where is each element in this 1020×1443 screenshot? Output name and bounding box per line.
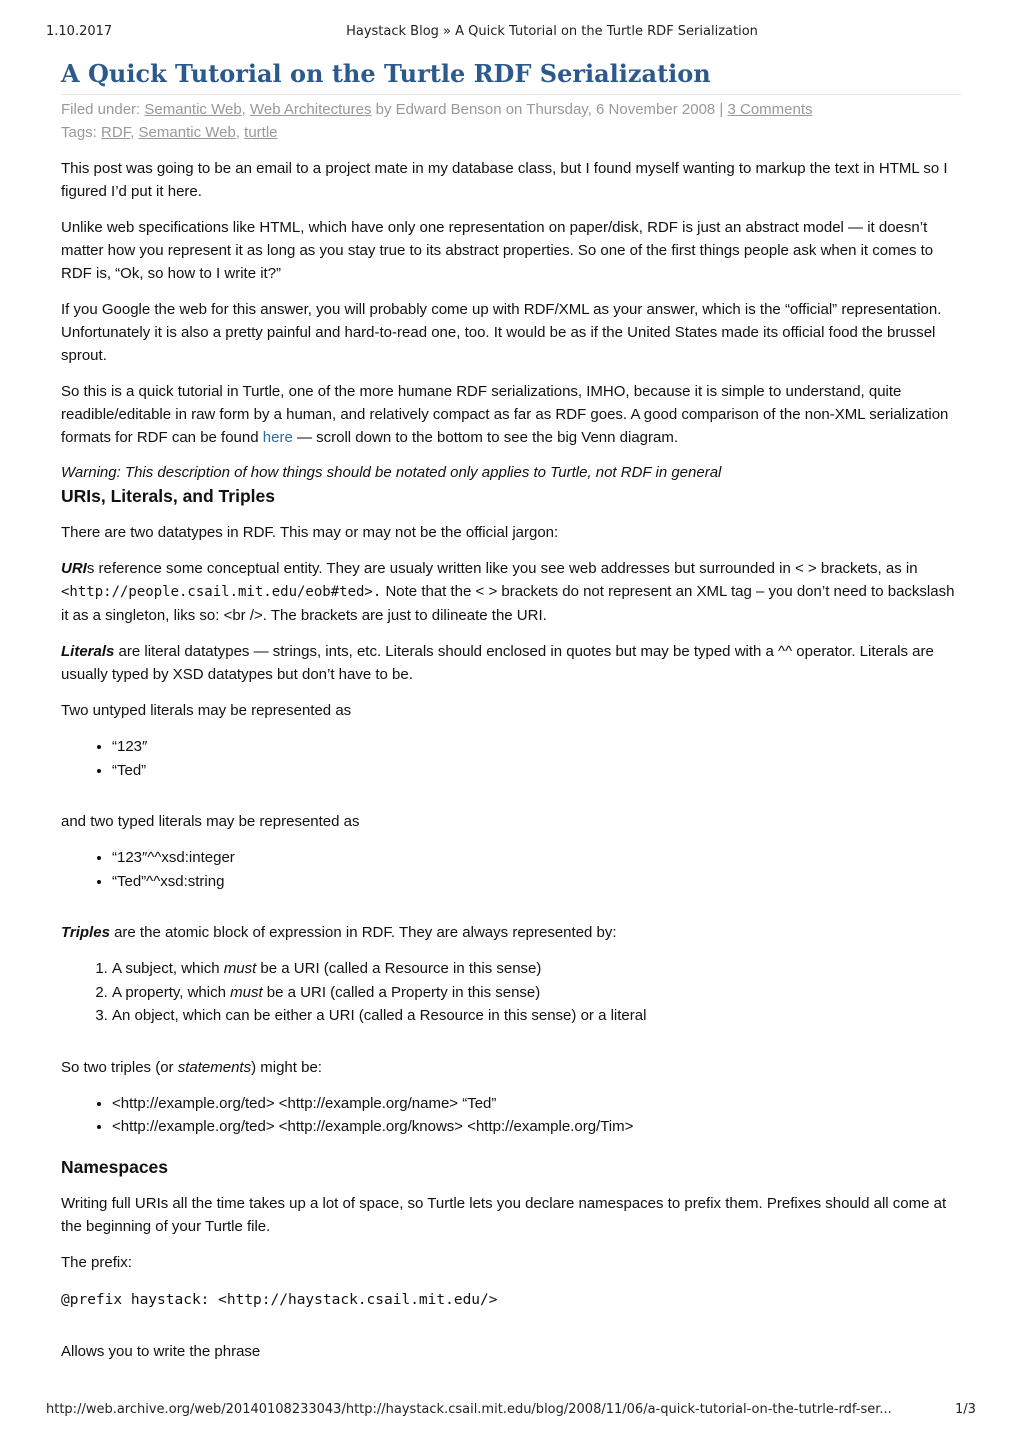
uri-term: URI <box>61 560 87 577</box>
triple-parts-list <box>61 957 961 1028</box>
paragraph: There are two datatypes in RDF. This may or may not be the official jargon: <box>61 524 559 541</box>
example-triples-list <box>61 1092 961 1139</box>
emphasis: statements <box>177 1058 252 1076</box>
uri-definition <box>61 557 961 627</box>
paragraph-text: s reference some conceptual entity. They are usualy written like you see web addresses but surrounded in < > brackets, as in <box>86 560 918 577</box>
list-item-text: be a URI (called a Resource in this sense) <box>256 960 542 977</box>
section-heading-namespaces: Namespaces <box>61 1156 169 1177</box>
paragraph: Allows you to write the phrase <box>61 1342 261 1360</box>
paragraph: Writing full URIs all the time takes up a lot of space, so Turtle lets you declare namespaces to prefix them. Prefixes should all come at the beginning of your Turtle file. <box>61 1194 947 1235</box>
tag-link-semantic-web[interactable]: Semantic Web <box>138 124 236 141</box>
tags-label: Tags: <box>61 124 102 141</box>
emphasis: must <box>230 983 263 1001</box>
paragraph-text: ) might be: <box>251 1058 322 1076</box>
list-item <box>112 981 961 1005</box>
category-link-web-architectures[interactable]: Web Architectures <box>250 101 372 118</box>
paragraph: The prefix: <box>61 1253 132 1271</box>
list-item: • “Ted”^^xsd:string <box>112 870 961 894</box>
paragraph-text: So two triples (or <box>61 1058 178 1076</box>
list-item: • <http://example.org/ted> <http://example.org/name> “Ted” <box>112 1092 961 1116</box>
print-url: http://web.archive.org/web/20140108233043/http://haystack.csail.mit.edu/blog/2008/11/06/a-quick-tutorial-on-the-tutrle-rdf-ser... <box>46 1402 892 1417</box>
untyped-literals-list <box>61 735 961 782</box>
triples-term: Triples <box>61 924 110 941</box>
paragraph: and two typed literals may be represented as <box>61 813 360 830</box>
typed-literals-list <box>61 846 961 893</box>
comparison-link[interactable]: here <box>262 429 293 446</box>
paragraph: If you Google the web for this answer, you will probably come up with RDF/XML as your answer, which is the “official” representation. Unfortunately it is also a pretty painful and hard-to-read one, too. It would be as if the United States made its official food the brussel sprout. <box>61 301 942 364</box>
list-item-text: An object, which can be either a URI (called a Resource in this sense) or a literal <box>112 1007 647 1024</box>
print-footer <box>0 1402 1020 1422</box>
paragraph <box>61 380 961 449</box>
category-link-semantic-web[interactable]: Semantic Web <box>144 101 242 118</box>
tag-link-rdf[interactable]: RDF <box>101 124 131 141</box>
comments-link[interactable]: 3 Comments <box>727 101 813 118</box>
paragraph: Two untyped literals may be represented as <box>61 702 352 719</box>
list-item <box>112 1004 961 1028</box>
filed-label: Filed under: <box>61 101 145 118</box>
prefix-code-block: @prefix haystack: <http://haystack.csail.mit.edu/> <box>61 1291 498 1308</box>
list-item: • “123″^^xsd:integer <box>112 846 961 870</box>
post-content <box>61 58 961 1363</box>
post-meta: Filed under: Semantic Web, Web Architectures by Edward Benson on Thursday, 6 November 2008 | 3 Comments Tags: RDF, Semantic Web, turtle <box>61 101 813 141</box>
list-item <box>112 957 961 981</box>
paragraph-text: Note that the < > brackets do not represent an XML tag – you don’t need to backslash it as a singleton, liks so: <br />. The brackets are just to dilineate the URI. <box>61 583 955 624</box>
uri-example-code: <http://people.csail.mit.edu/eob#ted>. <box>61 584 382 600</box>
tag-link-turtle[interactable]: turtle <box>244 124 278 141</box>
literal-term: Literals <box>61 643 115 660</box>
section-heading-uris: URIs, Literals, and Triples <box>61 486 275 506</box>
paragraph-text: So this is a quick tutorial in Turtle, one of the more humane RDF serializations, IMHO, because it is simple to understand, quite readible/editable in raw form by a human, and relatively compact as far as RDF goes. A good comparison of the non-XML serialization formats for RDF can be found <box>61 383 949 446</box>
list-item-text: A subject, which <box>112 960 224 977</box>
paragraph <box>61 1056 961 1079</box>
print-date: 1.10.2017 <box>46 24 113 39</box>
emphasis: must <box>223 960 257 977</box>
list-item-text: A property, which <box>112 983 231 1001</box>
page-number: 1/3 <box>955 1402 976 1417</box>
warning-note: Warning: This description of how things should be notated only applies to Turtle, not RDF in general <box>61 464 722 481</box>
list-item-text: be a URI (called a Property in this sense) <box>262 983 541 1001</box>
triples-definition <box>61 921 961 944</box>
print-header <box>0 24 1020 44</box>
byline: by Edward Benson on Thursday, 6 November 2008 | <box>371 101 728 118</box>
list-item: • <http://example.org/ted> <http://example.org/knows> <http://example.org/Tim> <box>112 1115 961 1139</box>
paragraph: Unlike web specifications like HTML, which have only one representation on paper/disk, RDF is just an abstract model — it doesn’t matter how you represent it as long as you stay true to its abstract properties. So one of the first things people ask when it comes to RDF is, “Ok, so how to I write it?” <box>61 219 934 282</box>
literal-definition <box>61 640 961 686</box>
paragraph-text: are the atomic block of expression in RDF. They are always represented by: <box>109 924 617 941</box>
paragraph-text: are literal datatypes — strings, ints, etc. Literals should enclosed in quotes but may be typed with a ^^ operator. Literals are usually typed by XSD datatypes but don’t have to be. <box>61 643 934 683</box>
list-item: • “Ted” <box>112 759 961 783</box>
print-page-title: Haystack Blog » A Quick Tutorial on the Turtle RDF Serialization <box>346 24 758 39</box>
list-item: • “123″ <box>112 735 961 759</box>
paragraph: This post was going to be an email to a project mate in my database class, but I found myself wanting to markup the text in HTML so I figured I’d put it here. <box>61 160 948 200</box>
post-title[interactable]: A Quick Tutorial on the Turtle RDF Serialization <box>61 58 961 95</box>
paragraph-text: — scroll down to the bottom to see the big Venn diagram. <box>292 429 679 446</box>
